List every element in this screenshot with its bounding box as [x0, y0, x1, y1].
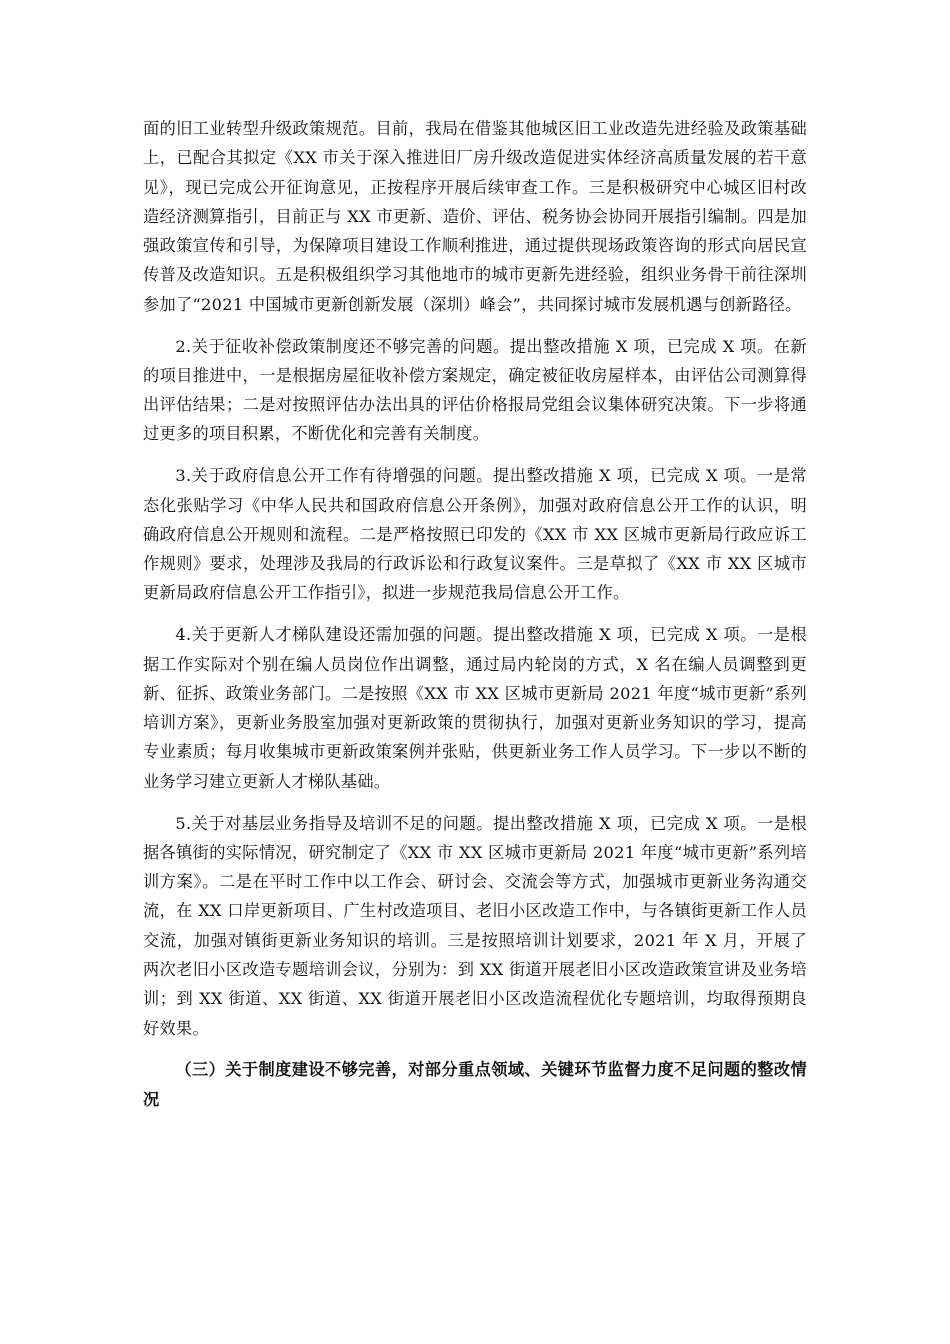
document-page: [143, 114, 807, 1114]
section-heading: （三）关于制度建设不够完善，对部分重点领域、关键环节监督力度不足问题的整改情况: [143, 1060, 807, 1109]
paragraph-talent-echelon: 4.关于更新人才梯队建设还需加强的问题。提出整改措施 X 项，已完成 X 项。一是根据工作实际对个别在编人员岗位作出调整，通过局内轮岗的方式，X 名在编人员调整到更新、征拆、政策业务部门。二是按照《XX 市 XX 区城市更新局 2021 年度“城市更新”系列培训方案》，更新业务股室加强对更新政策的贯彻执行，加强对更新业务知识的学习，提高专业素质；每月收集城市更新政策案例并张贴，供更新业务工作人员学习。下一步以不断的业务学习建立更新人才梯队基础。: [143, 625, 807, 791]
paragraph-grassroots-training: 5.关于对基层业务指导及培训不足的问题。提出整改措施 X 项，已完成 X 项。一是根据各镇街的实际情况，研究制定了《XX 市 XX 区城市更新局 2021 年度“城市更新”系列培训方案》。二是在平时工作中以工作会、研讨会、交流会等方式，加强城市更新业务沟通交流，在 XX 口岸更新项目、广生村改造项目、老旧小区改造工作中，与各镇街更新工作人员交流，加强对镇街更新业务知识的培训。三是按照培训计划要求，2021 年 X 月，开展了两次老旧小区改造专题培训会议，分别为：到 XX 街道开展老旧小区改造政策宣讲及业务培训；到 XX 街道、XX 街道、XX 街道开展老旧小区改造流程优化专题培训，均取得预期良好效果。: [143, 813, 807, 1038]
paragraph-old-industry-policy: 面的旧工业转型升级政策规范。目前，我局在借鉴其他城区旧工业改造先进经验及政策基础上，已配合其拟定《XX 市关于深入推进旧厂房升级改造促进实体经济高质量发展的若干意见》，现已完成公开征询意见，正按程序开展后续审查工作。三是积极研究中心城区旧村改造经济测算指引，目前正与 XX 市更新、造价、评估、税务协会协同开展指引编制。四是加强政策宣传和引导，为保障项目建设工作顺利推进，通过提供现场政策咨询的形式向居民宣传普及改造知识。五是积极组织学习其他地市的城市更新先进经验，组织业务骨干前往深圳参加了“2021 中国城市更新创新发展（深圳）峰会”，共同探讨城市发展机遇与创新路径。: [143, 119, 807, 314]
paragraph-information-disclosure: 3.关于政府信息公开工作有待增强的问题。提出整改措施 X 项，已完成 X 项。一是常态化张贴学习《中华人民共和国政府信息公开条例》，加强对政府信息公开工作的认识，明确政府信息公开规则和流程。二是严格按照已印发的《XX 市 XX 区城市更新局行政应诉工作规则》要求，处理涉及我局的行政诉讼和行政复议案件。三是草拟了《XX 市 XX 区城市更新局政府信息公开工作指引》，拟进一步规范我局信息公开工作。: [143, 466, 807, 603]
paragraph-compensation-policy: 2.关于征收补偿政策制度还不够完善的问题。提出整改措施 X 项，已完成 X 项。在新的项目推进中，一是根据房屋征收补偿方案规定，确定被征收房屋样本，由评估公司测算得出评估结果；二是对按照评估办法出具的评估价格报局党组会议集体研究决策。下一步将通过更多的项目积累，不断优化和完善有关制度。: [143, 336, 807, 444]
